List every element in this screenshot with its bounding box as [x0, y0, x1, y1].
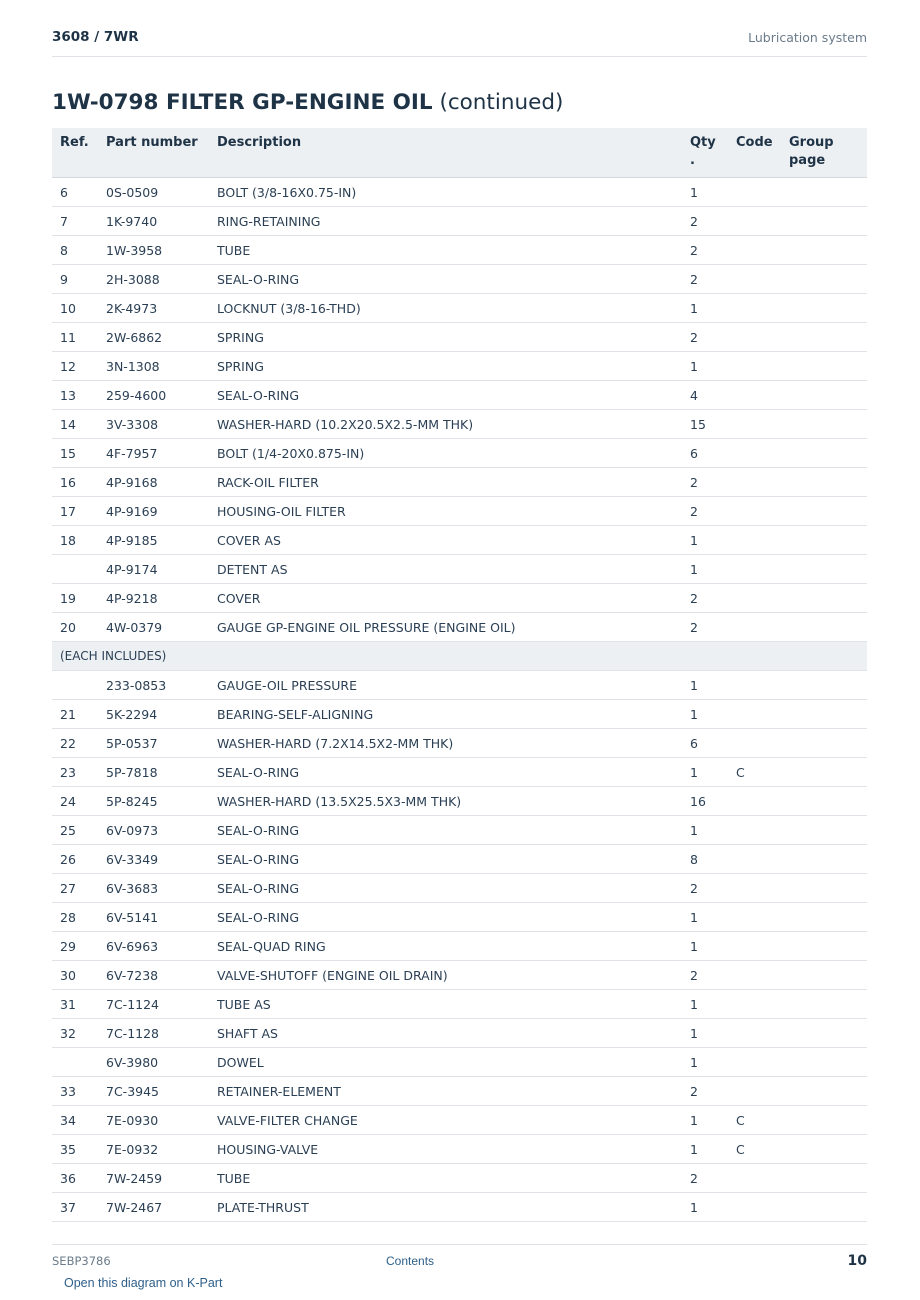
ref-cell: [52, 671, 98, 700]
ref-cell: [52, 1048, 98, 1077]
qty-cell: 2: [682, 497, 728, 526]
part-number-cell: 259-4600: [98, 381, 209, 410]
code-cell: [728, 787, 781, 816]
code-cell: [728, 903, 781, 932]
description-cell: RETAINER-ELEMENT: [209, 1077, 682, 1106]
group-page-cell: [781, 990, 867, 1019]
qty-cell: 4: [682, 381, 728, 410]
description-cell: LOCKNUT (3/8-16-THD): [209, 294, 682, 323]
group-page-cell: [781, 526, 867, 555]
ref-cell: 22: [52, 729, 98, 758]
page-title: [52, 90, 563, 115]
qty-cell: 1: [682, 816, 728, 845]
part-number-cell: 5P-7818: [98, 758, 209, 787]
ref-cell: 33: [52, 1077, 98, 1106]
group-page-cell: [781, 1164, 867, 1193]
ref-cell: 25: [52, 816, 98, 845]
open-diagram-link[interactable]: Open this diagram on K-Part: [64, 1276, 223, 1290]
description-cell: SEAL-O-RING: [209, 874, 682, 903]
part-number-cell: 4P-9169: [98, 497, 209, 526]
qty-cell: 2: [682, 613, 728, 642]
code-cell: [728, 381, 781, 410]
col-header-code: [728, 128, 781, 178]
code-cell: C: [728, 758, 781, 787]
qty-cell: 1: [682, 990, 728, 1019]
code-cell: C: [728, 1135, 781, 1164]
description-cell: SEAL-O-RING: [209, 816, 682, 845]
part-number-cell: 6V-3349: [98, 845, 209, 874]
part-number-cell: 7W-2467: [98, 1193, 209, 1222]
ref-cell: 8: [52, 236, 98, 265]
col-header-qty: [682, 128, 728, 178]
part-number-cell: 2K-4973: [98, 294, 209, 323]
code-cell: [728, 178, 781, 207]
qty-cell: 1: [682, 1135, 728, 1164]
table-row: [52, 1193, 867, 1222]
ref-cell: 7: [52, 207, 98, 236]
qty-cell: 1: [682, 294, 728, 323]
group-page-cell: [781, 758, 867, 787]
qty-cell: 2: [682, 1077, 728, 1106]
table-row: [52, 903, 867, 932]
qty-cell: 16: [682, 787, 728, 816]
group-page-cell: [781, 439, 867, 468]
ref-cell: 35: [52, 1135, 98, 1164]
qty-cell: 15: [682, 410, 728, 439]
group-page-cell: [781, 729, 867, 758]
part-number-cell: 4P-9185: [98, 526, 209, 555]
group-page-cell: [781, 1106, 867, 1135]
group-page-cell: [781, 1135, 867, 1164]
group-page-cell: [781, 816, 867, 845]
ref-cell: 21: [52, 700, 98, 729]
title-suffix: (continued): [432, 90, 564, 115]
code-cell: [728, 1019, 781, 1048]
table-row: [52, 613, 867, 642]
description-cell: HOUSING-VALVE: [209, 1135, 682, 1164]
code-cell: [728, 613, 781, 642]
part-number-cell: 4F-7957: [98, 439, 209, 468]
ref-cell: 13: [52, 381, 98, 410]
group-page-cell: [781, 1193, 867, 1222]
col-group-label: Group page: [789, 135, 834, 168]
description-cell: WASHER-HARD (13.5X25.5X3-MM THK): [209, 787, 682, 816]
qty-cell: 2: [682, 323, 728, 352]
description-cell: SPRING: [209, 323, 682, 352]
ref-cell: 15: [52, 439, 98, 468]
part-number-cell: 5K-2294: [98, 700, 209, 729]
ref-cell: 36: [52, 1164, 98, 1193]
qty-cell: 1: [682, 1019, 728, 1048]
description-cell: COVER AS: [209, 526, 682, 555]
code-cell: [728, 1077, 781, 1106]
table-row: [52, 874, 867, 903]
group-page-cell: [781, 584, 867, 613]
description-cell: SEAL-O-RING: [209, 758, 682, 787]
qty-cell: 2: [682, 961, 728, 990]
part-number-cell: 1K-9740: [98, 207, 209, 236]
description-cell: SEAL-O-RING: [209, 381, 682, 410]
ref-cell: 29: [52, 932, 98, 961]
description-cell: SPRING: [209, 352, 682, 381]
col-desc-label: Description: [217, 135, 302, 150]
ref-cell: 19: [52, 584, 98, 613]
part-number-cell: 6V-0973: [98, 816, 209, 845]
col-ref-label: Ref.: [60, 135, 89, 150]
table-row: [52, 1164, 867, 1193]
col-header-ref: [52, 128, 98, 178]
ref-cell: 37: [52, 1193, 98, 1222]
ref-cell: 10: [52, 294, 98, 323]
qty-cell: 2: [682, 207, 728, 236]
page-footer: [52, 1244, 867, 1269]
ref-cell: 24: [52, 787, 98, 816]
group-page-cell: [781, 845, 867, 874]
description-cell: GAUGE GP-ENGINE OIL PRESSURE (ENGINE OIL): [209, 613, 682, 642]
part-number-cell: 5P-8245: [98, 787, 209, 816]
parts-table: [52, 128, 867, 1222]
ref-cell: 26: [52, 845, 98, 874]
part-number-cell: 4P-9168: [98, 468, 209, 497]
col-part-label: Part number: [106, 135, 198, 150]
table-row: [52, 468, 867, 497]
table-row: [52, 381, 867, 410]
code-cell: C: [728, 1106, 781, 1135]
table-row: [52, 555, 867, 584]
description-cell: HOUSING-OIL FILTER: [209, 497, 682, 526]
part-number-cell: 2H-3088: [98, 265, 209, 294]
part-number-cell: 7C-1128: [98, 1019, 209, 1048]
qty-cell: 6: [682, 439, 728, 468]
code-cell: [728, 1164, 781, 1193]
description-cell: WASHER-HARD (7.2X14.5X2-MM THK): [209, 729, 682, 758]
part-number-cell: 7E-0932: [98, 1135, 209, 1164]
code-cell: [728, 1193, 781, 1222]
qty-cell: 1: [682, 1193, 728, 1222]
qty-cell: 1: [682, 1106, 728, 1135]
description-cell: DETENT AS: [209, 555, 682, 584]
section-label: Lubrication system: [748, 30, 867, 45]
group-page-cell: [781, 265, 867, 294]
ref-cell: 34: [52, 1106, 98, 1135]
group-page-cell: [781, 352, 867, 381]
group-page-cell: [781, 700, 867, 729]
table-row: [52, 1048, 867, 1077]
code-cell: [728, 294, 781, 323]
part-number-cell: 6V-6963: [98, 932, 209, 961]
code-cell: [728, 671, 781, 700]
part-number-cell: 4P-9174: [98, 555, 209, 584]
table-row: [52, 178, 867, 207]
table-row: [52, 294, 867, 323]
description-cell: COVER: [209, 584, 682, 613]
col-header-group-page: [781, 128, 867, 178]
table-row: [52, 497, 867, 526]
group-page-cell: [781, 236, 867, 265]
description-cell: BOLT (1/4-20X0.875-IN): [209, 439, 682, 468]
description-cell: GAUGE-OIL PRESSURE: [209, 671, 682, 700]
qty-cell: 6: [682, 729, 728, 758]
code-cell: [728, 236, 781, 265]
qty-cell: 1: [682, 903, 728, 932]
group-page-cell: [781, 323, 867, 352]
ref-cell: 30: [52, 961, 98, 990]
group-page-cell: [781, 903, 867, 932]
code-cell: [728, 555, 781, 584]
group-page-cell: [781, 294, 867, 323]
col-header-part-number: [98, 128, 209, 178]
ref-cell: 11: [52, 323, 98, 352]
group-page-cell: [781, 410, 867, 439]
description-cell: BEARING-SELF-ALIGNING: [209, 700, 682, 729]
description-cell: SEAL-QUAD RING: [209, 932, 682, 961]
description-cell: RING-RETAINING: [209, 207, 682, 236]
description-cell: TUBE: [209, 236, 682, 265]
code-cell: [728, 323, 781, 352]
ref-cell: 12: [52, 352, 98, 381]
part-number-cell: 4P-9218: [98, 584, 209, 613]
part-number-cell: 7E-0930: [98, 1106, 209, 1135]
table-row: [52, 961, 867, 990]
description-cell: SEAL-O-RING: [209, 903, 682, 932]
contents-link[interactable]: Contents: [386, 1254, 435, 1268]
col-header-description: [209, 128, 682, 178]
group-page-cell: [781, 787, 867, 816]
code-cell: [728, 468, 781, 497]
table-note-row: [52, 642, 867, 671]
table-row: [52, 758, 867, 787]
description-cell: PLATE-THRUST: [209, 1193, 682, 1222]
code-cell: [728, 497, 781, 526]
description-cell: VALVE-FILTER CHANGE: [209, 1106, 682, 1135]
parts-table-body: [52, 178, 867, 1222]
group-page-cell: [781, 874, 867, 903]
part-number-cell: 7W-2459: [98, 1164, 209, 1193]
code-cell: [728, 265, 781, 294]
col-code-label: Code: [736, 135, 773, 150]
table-header-row: [52, 128, 867, 178]
code-cell: [728, 961, 781, 990]
group-page-cell: [781, 1048, 867, 1077]
group-page-cell: [781, 671, 867, 700]
description-cell: RACK-OIL FILTER: [209, 468, 682, 497]
table-row: [52, 265, 867, 294]
code-cell: [728, 729, 781, 758]
table-row: [52, 410, 867, 439]
qty-cell: 2: [682, 468, 728, 497]
code-cell: [728, 874, 781, 903]
table-row: [52, 700, 867, 729]
col-qty-label: Qty .: [690, 135, 716, 168]
qty-cell: 1: [682, 700, 728, 729]
group-page-cell: [781, 468, 867, 497]
group-page-cell: [781, 555, 867, 584]
code-cell: [728, 352, 781, 381]
qty-cell: 2: [682, 236, 728, 265]
title-part: 1W-0798 FILTER GP-ENGINE OIL: [52, 90, 433, 115]
group-page-cell: [781, 613, 867, 642]
table-row: [52, 932, 867, 961]
ref-cell: 9: [52, 265, 98, 294]
description-cell: DOWEL: [209, 1048, 682, 1077]
table-row: [52, 323, 867, 352]
page-header: [52, 0, 867, 57]
group-page-cell: [781, 932, 867, 961]
qty-cell: 1: [682, 555, 728, 584]
table-row: [52, 439, 867, 468]
code-cell: [728, 700, 781, 729]
description-cell: SHAFT AS: [209, 1019, 682, 1048]
ref-cell: 18: [52, 526, 98, 555]
description-cell: TUBE: [209, 1164, 682, 1193]
table-row: [52, 787, 867, 816]
qty-cell: 1: [682, 526, 728, 555]
part-number-cell: 6V-5141: [98, 903, 209, 932]
code-cell: [728, 1048, 781, 1077]
ref-cell: 16: [52, 468, 98, 497]
part-number-cell: 6V-3683: [98, 874, 209, 903]
part-number-cell: 0S-0509: [98, 178, 209, 207]
doc-id: SEBP3786: [52, 1254, 111, 1268]
note-cell: (EACH INCLUDES): [52, 642, 867, 671]
part-number-cell: 7C-3945: [98, 1077, 209, 1106]
qty-cell: 8: [682, 845, 728, 874]
code-cell: [728, 410, 781, 439]
code-cell: [728, 816, 781, 845]
part-number-cell: 6V-3980: [98, 1048, 209, 1077]
ref-cell: 20: [52, 613, 98, 642]
part-number-cell: 4W-0379: [98, 613, 209, 642]
table-row: [52, 1077, 867, 1106]
group-page-cell: [781, 1077, 867, 1106]
ref-cell: [52, 555, 98, 584]
group-page-cell: [781, 497, 867, 526]
part-number-cell: 7C-1124: [98, 990, 209, 1019]
table-row: [52, 1019, 867, 1048]
ref-cell: 23: [52, 758, 98, 787]
description-cell: TUBE AS: [209, 990, 682, 1019]
table-row: [52, 845, 867, 874]
ref-cell: 32: [52, 1019, 98, 1048]
model-label: 3608 / 7WR: [52, 29, 139, 45]
code-cell: [728, 584, 781, 613]
qty-cell: 1: [682, 932, 728, 961]
part-number-cell: 5P-0537: [98, 729, 209, 758]
table-row: [52, 1135, 867, 1164]
ref-cell: 31: [52, 990, 98, 1019]
code-cell: [728, 845, 781, 874]
table-row: [52, 729, 867, 758]
description-cell: SEAL-O-RING: [209, 845, 682, 874]
description-cell: BOLT (3/8-16X0.75-IN): [209, 178, 682, 207]
ref-cell: 17: [52, 497, 98, 526]
table-row: [52, 526, 867, 555]
ref-cell: 27: [52, 874, 98, 903]
part-number-cell: 3N-1308: [98, 352, 209, 381]
qty-cell: 1: [682, 758, 728, 787]
code-cell: [728, 990, 781, 1019]
qty-cell: 1: [682, 178, 728, 207]
qty-cell: 2: [682, 265, 728, 294]
qty-cell: 1: [682, 352, 728, 381]
qty-cell: 1: [682, 1048, 728, 1077]
table-row: [52, 352, 867, 381]
part-number-cell: 233-0853: [98, 671, 209, 700]
table-row: [52, 1106, 867, 1135]
table-row: [52, 990, 867, 1019]
group-page-cell: [781, 381, 867, 410]
table-row: [52, 671, 867, 700]
part-number-cell: 2W-6862: [98, 323, 209, 352]
part-number-cell: 1W-3958: [98, 236, 209, 265]
part-number-cell: 3V-3308: [98, 410, 209, 439]
description-cell: VALVE-SHUTOFF (ENGINE OIL DRAIN): [209, 961, 682, 990]
qty-cell: 2: [682, 1164, 728, 1193]
table-row: [52, 236, 867, 265]
group-page-cell: [781, 178, 867, 207]
table-row: [52, 816, 867, 845]
qty-cell: 2: [682, 584, 728, 613]
table-row: [52, 584, 867, 613]
qty-cell: 1: [682, 671, 728, 700]
group-page-cell: [781, 1019, 867, 1048]
ref-cell: 14: [52, 410, 98, 439]
code-cell: [728, 439, 781, 468]
group-page-cell: [781, 207, 867, 236]
code-cell: [728, 526, 781, 555]
qty-cell: 2: [682, 874, 728, 903]
ref-cell: 6: [52, 178, 98, 207]
part-number-cell: 6V-7238: [98, 961, 209, 990]
table-row: [52, 207, 867, 236]
code-cell: [728, 932, 781, 961]
group-page-cell: [781, 961, 867, 990]
ref-cell: 28: [52, 903, 98, 932]
description-cell: WASHER-HARD (10.2X20.5X2.5-MM THK): [209, 410, 682, 439]
description-cell: SEAL-O-RING: [209, 265, 682, 294]
page-number: 10: [847, 1253, 867, 1269]
code-cell: [728, 207, 781, 236]
